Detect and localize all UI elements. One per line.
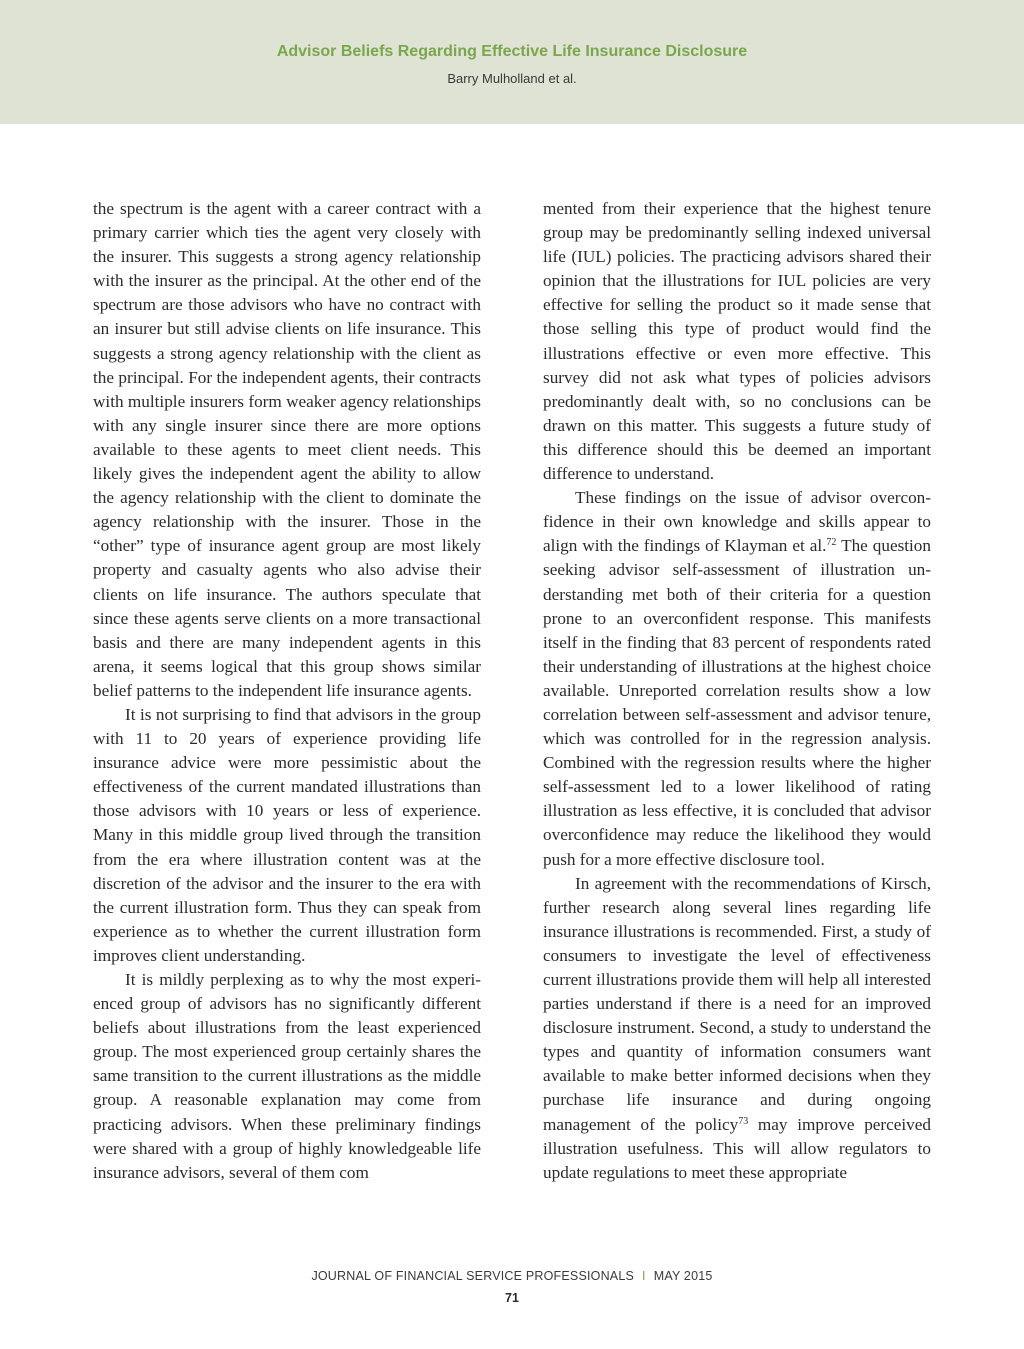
footnote-ref[interactable]: 72 xyxy=(826,537,837,549)
paragraph-text: These findings on the issue of advisor overconfidence in their own knowledge and skills appear to align with the findings of Klayman et al. xyxy=(543,488,931,556)
paragraph xyxy=(543,486,931,872)
footer-journal-line xyxy=(0,1269,1024,1283)
header-band xyxy=(0,0,1024,124)
left-column xyxy=(93,197,481,1185)
paragraph: It is mildly perplexing as to why the most experienced group of advisors has no significantly different beliefs about illustrations from the least experienced group. The most experienced group certainly shares the same transition to the current illustrations as the middle group. A reasonable explanation may come from practicing advisors. When these preliminary findings were shared with a group of highly knowledgeable life insurance advisors, several of them com xyxy=(93,970,481,1182)
paragraph: It is not surprising to find that advisors in the group with 11 to 20 years of experience providing life insurance advice were more pessimistic about the effectiveness of the current mandated illustrations than those advisors with 10 years or less of experience. Many in this middle group lived through the transition from the era where illustration content was at the discretion of the advisor and the insurer to the era with the current illustration form. Thus they can speak from experience as to whether the current illustration form improves client understanding. xyxy=(93,704,481,965)
footer-separator: I xyxy=(642,1269,646,1283)
paragraph-text: In agreement with the recommendations of Kirsch, further research along several lines regarding life insurance illustrations is recommended. First, a study of consumers to investigate the level of effectiveness current illustrations provide them will help all interested parties understand if there is a need for an improved disclosure instrument. Second, a study to understand the types and quantity of information consumers want available to make better informed decisions when they purchase life insurance and during ongoing management of the policy xyxy=(543,873,931,1134)
page-number: 71 xyxy=(505,1291,519,1305)
running-title: Advisor Beliefs Regarding Effective Life Insurance Disclosure xyxy=(276,43,748,60)
paragraph: mented from their experience that the highest tenure group may be predominantly selling indexed universal life (IUL) policies. The practicing advisors shared their opinion that the illustrations for IUL policies are very effective for selling the product so it made sense that those selling this type of product would find the illustrations effective or even more effective. This survey did not ask what types of policies advisors predominantly dealt with, so no conclusions can be drawn on this matter. This suggests a future study of this difference should this be deemed an important difference to understand. xyxy=(543,199,931,484)
running-authors: Barry Mulholland et al. xyxy=(447,71,577,86)
paragraph: the spectrum is the agent with a career contract with a primary carrier which ties the agent very closely with the insurer. This suggests a strong agency relationship with the insurer as the principal. At the other end of the spectrum are those advisors who have no contract with an insurer but still advise clients on life insurance. This suggests a strong agency relationship with the client as the principal. For the independent agents, their contracts with multiple insurers form weaker agency relationships with any single insurer since there are more options available to these agents to meet client needs. This likely gives the independent agent the ability to allow the agency relationship with the client to dominate the agency relationship with the insurer. Those in the “other” type of insurance agent group are most likely property and casualty agents who also advise their clients on life insurance. The authors speculate that since these agents serve clients on a more transactional basis and there are many independent agents in this arena, it seems logical that this group shows similar belief patterns to the independent life insurance agents. xyxy=(93,199,481,700)
issue-date: MAY 2015 xyxy=(653,1269,713,1283)
paragraph xyxy=(543,872,931,1185)
right-column xyxy=(543,197,931,1185)
paragraph-text: The question seeking advisor self-assessment of illustration understanding met both of their criteria for a question prone to an overconfident response. This manifests itself in the finding that 83 percent of respondents rated their understanding of illustrations at the highest choice available. Unreported correlation results show a low correlation between self-assessment and advisor tenure, which was controlled for in the regression analysis. Combined with the regression results where the higher self-assessment led to a lower likelihood of rating illustration as less effective, it is concluded that advisor overconfidence may reduce the likelihood they would push for a more effective disclosure tool. xyxy=(543,536,931,869)
footnote-ref[interactable]: 73 xyxy=(738,1115,749,1127)
journal-name: JOURNAL OF FINANCIAL SERVICE PROFESSIONALS xyxy=(311,1269,635,1283)
paragraph-text: may improve perceived illustration usefulness. This will allow regulators to update regulations to meet these appropriate xyxy=(543,1114,931,1182)
